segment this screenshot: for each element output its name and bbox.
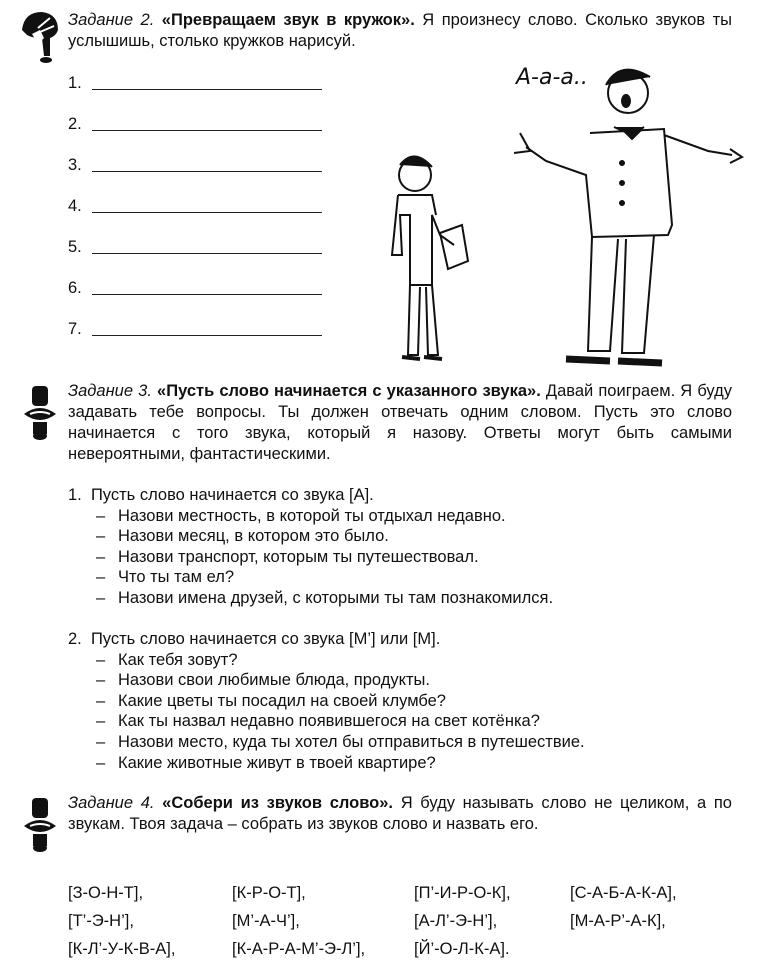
speech-text: А-а-а..	[516, 65, 588, 90]
sound-word: [С-А-Б-А-К-А],	[570, 884, 677, 902]
task4-title: «Собери из звуков слово».	[162, 794, 393, 812]
task4-text: Я буду называть слово не целиком, а по звукам. Твоя задача – собрать из звуков слово и назвать его.	[68, 794, 732, 833]
listen-icon	[16, 8, 62, 64]
answer-line[interactable]: 4.	[68, 197, 90, 216]
sound-word: [Т’-Э-Н’],	[68, 912, 134, 930]
list-item: – Какие цветы ты посадил на своей клумбе?	[96, 691, 446, 710]
task3-label: Задание 3.	[68, 382, 152, 400]
task4-label: Задание 4.	[68, 794, 155, 812]
task4-heading	[68, 793, 732, 835]
task2-label: Задание 2.	[68, 11, 155, 29]
list-item: – Назови имена друзей, с которыми ты там познакомился.	[96, 588, 554, 607]
speak-icon	[22, 384, 58, 442]
list-item: – Как тебя зовут?	[96, 650, 238, 669]
list-item: – Назови местность, в которой ты отдыхал недавно.	[96, 506, 506, 525]
task3-title: «Пусть слово начинается с указанного звука».	[157, 382, 541, 400]
sound-word: [А-Л’-Э-Н’],	[414, 912, 498, 930]
answer-line[interactable]: 5.	[68, 238, 90, 257]
sound-word: [М’-А-Ч’],	[232, 912, 300, 930]
sound-word: [З-О-Н-Т],	[68, 884, 144, 902]
answer-line[interactable]: 2.	[68, 115, 90, 134]
list-item: – Как ты назвал недавно появившегося на свет котёнка?	[96, 712, 540, 731]
speak-icon	[22, 796, 58, 854]
list-item: – Какие животные живут в твоей квартире?	[96, 753, 436, 772]
task3-text: Давай поиграем. Я буду задавать тебе вопросы. Ты должен отвечать одним словом. Пусть это слово начинается с того звука, который я назову. Ответы могут быть самыми невероятными, фантастическими.	[68, 382, 732, 463]
illustration	[370, 55, 750, 375]
sound-word: [М-А-Р’-А-К],	[570, 912, 666, 930]
sound-word: [Й’-О-Л-К-А].	[414, 940, 510, 958]
task2-heading	[68, 10, 732, 52]
sound-word: [К-Р-О-Т],	[232, 884, 306, 902]
list-item: – Назови место, куда ты хотел бы отправиться в путешествие.	[96, 732, 585, 751]
answer-line[interactable]: 1.	[68, 74, 90, 93]
teacher-and-boy-drawing	[370, 55, 750, 375]
list-item: – Назови транспорт, которым ты путешествовал.	[96, 547, 479, 566]
list-item: – Что ты там ел?	[96, 568, 235, 587]
answer-line[interactable]: 6.	[68, 279, 90, 298]
answer-line[interactable]: 7.	[68, 320, 90, 339]
sound-word: [П’-И-Р-О-К],	[414, 884, 511, 902]
sound-word: [К-А-Р-А-М’-Э-Л’],	[232, 940, 366, 958]
task2-title: «Превращаем звук в кружок».	[161, 11, 415, 29]
item-text: Пусть слово начинается со звука [М’] или [М].	[90, 630, 441, 648]
list-item: – Назови свои любимые блюда, продукты.	[96, 671, 431, 690]
task3-item-2: 2. Пусть слово начинается со звука [М’] или [М]. – Как тебя зовут? – Назови свои любимые блюда, продукты. – Какие цветы ты посадил на своей клумбе? – Как ты назвал недавно появившегося на свет котёнка? – Назови место, куда ты хотел бы отправиться в путешествие. – Какие животные живут в твоей квартире?	[68, 629, 732, 773]
answer-line[interactable]: 3.	[68, 156, 90, 175]
sound-word: [К-Л’-У-К-В-А],	[68, 940, 176, 958]
item-text: Пусть слово начинается со звука [А].	[90, 486, 374, 504]
task3-heading	[68, 381, 732, 465]
list-item: – Назови месяц, в котором это было.	[96, 527, 389, 546]
task3-item-1: 1. Пусть слово начинается со звука [А]. – Назови местность, в которой ты отдыхал недавно. – Назови месяц, в котором это было. – Назови транспорт, которым ты путешествовал. – Что ты там ел? – Назови имена друзей, с которыми ты там познакомился.	[68, 485, 732, 609]
task2-text: Я произнесу слово. Сколько звуков ты услышишь, столько кружков нарисуй.	[68, 11, 732, 50]
